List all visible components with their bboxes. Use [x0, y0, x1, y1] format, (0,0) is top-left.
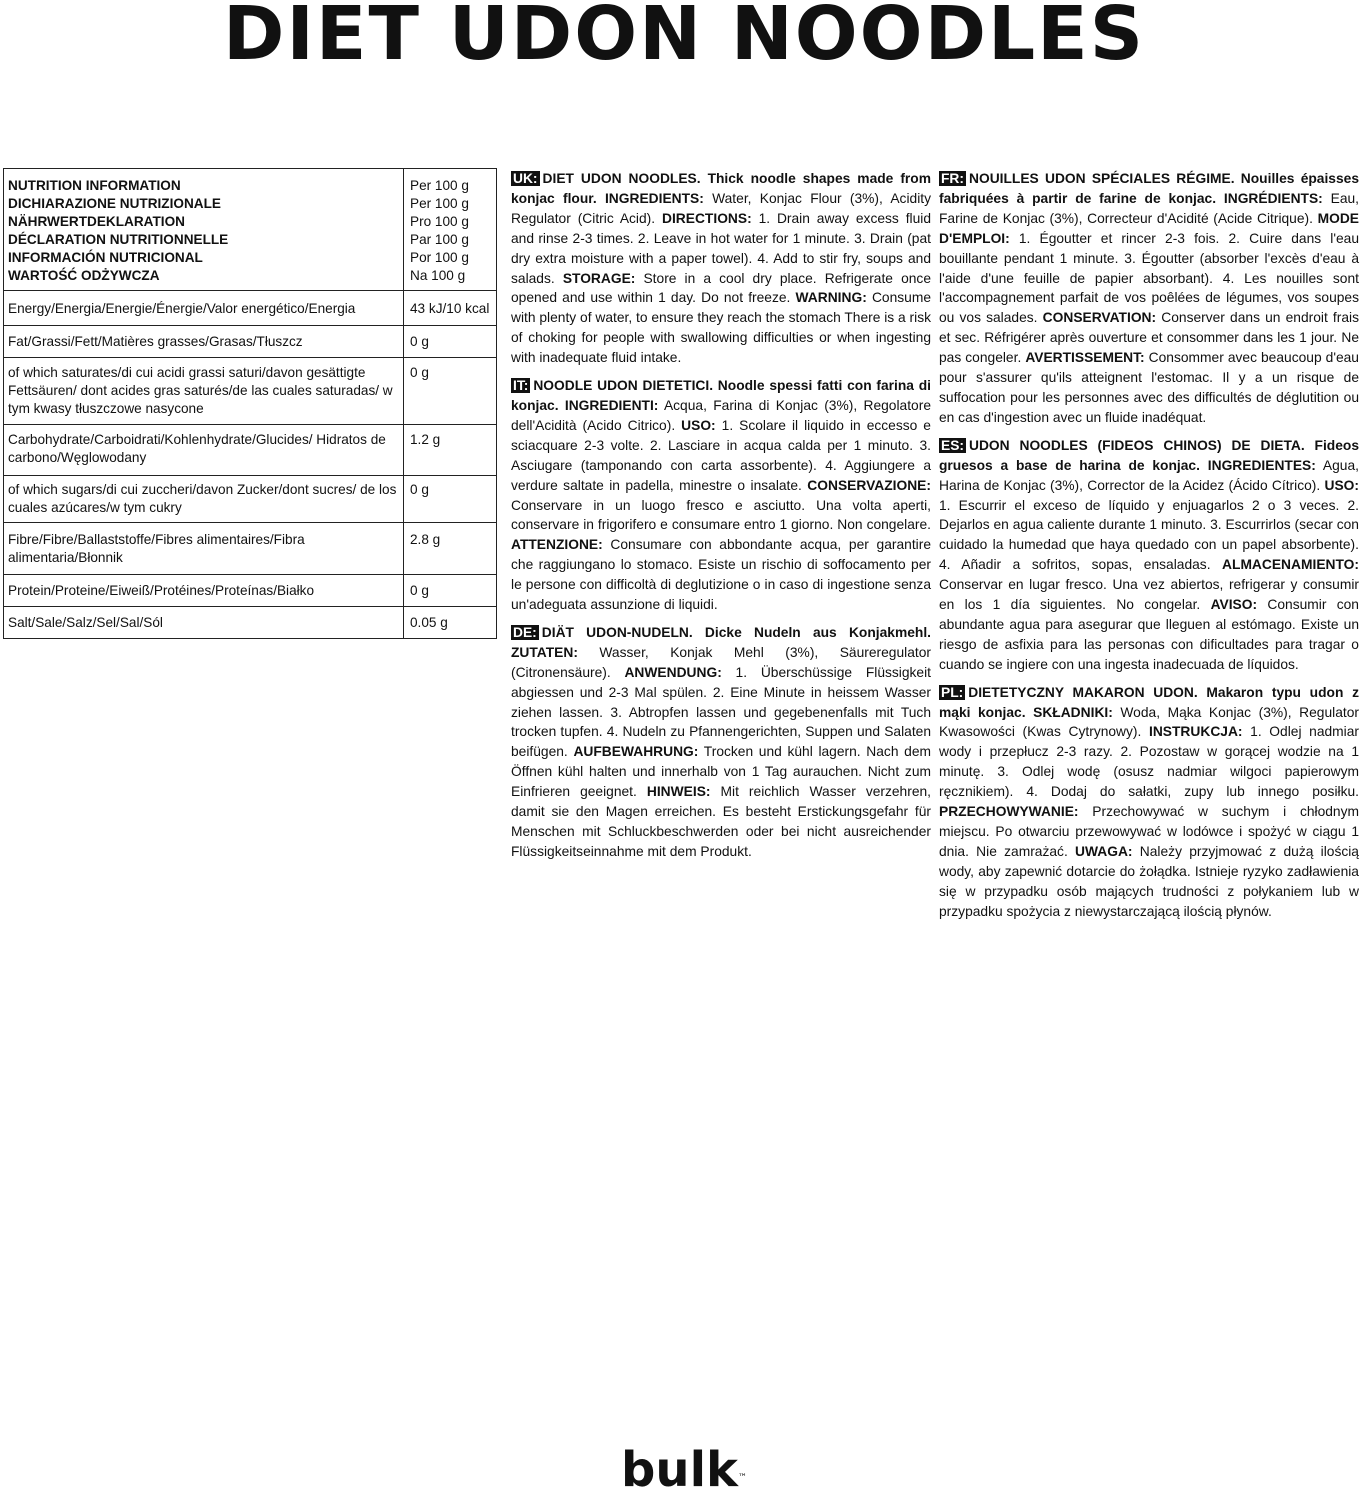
warning-label: WARNING:	[795, 290, 867, 306]
nutrition-header-row	[4, 169, 497, 291]
nutrient-label: of which sugars/di cui zuccheri/davon Zucker/dont sucres/ de los cuales azúcares/w tym cukry	[4, 476, 404, 523]
ingredients-text: Acqua, Farina di Konjac (3%), Regolatore dell'Acidità (Acido Citrico).	[511, 397, 931, 433]
nutrient-value: 0.05 g	[404, 607, 497, 639]
directions-label: DIRECTIONS:	[662, 210, 752, 226]
section-uk	[511, 169, 931, 368]
product-name: NOODLE UDON DIETETICI. Noodle spessi fatti con farina di konjac.	[511, 378, 931, 413]
ingredients-text: Woda, Mąka Konjac (3%), Regulator Kwasowości (Kwas Cytrynowy).	[939, 704, 1359, 740]
nutrition-row-salt	[4, 607, 497, 639]
section-de	[511, 623, 931, 862]
lang-code-badge: ES:	[941, 437, 964, 453]
ingredients-text: Water, Konjac Flour (3%), Acidity Regulator (Citric Acid).	[511, 190, 931, 226]
nutrition-header: DÉCLARATION NUTRITIONNELLE	[8, 232, 229, 247]
storage-label: ALMACENAMIENTO:	[1222, 557, 1359, 573]
ingredients-label: INGRÉDIENTS:	[1223, 190, 1323, 206]
directions-label: MODE D'EMPLOI:	[939, 210, 1359, 246]
storage-text: Conserver dans un endroit frais et sec. Réfrigérer après ouverture et consommer dans les 1 jour. Ne pas congeler.	[939, 310, 1359, 366]
section-es	[939, 436, 1359, 675]
nutrient-value: 0 g	[404, 476, 497, 523]
nutrition-header: DICHIARAZIONE NUTRIZIONALE	[8, 196, 221, 211]
directions-text: 1. Égoutter et rincer 2-3 fois. 2. Cuire dans l'eau bouillante pendant 1 minute. 3. Égoutter (absorber l'excès d'eau à l'aide d'une feuille de papier absorbant). 4. Les nouilles sont l'accompagnement parfait de vos poêlées de légumes, vos soupes ou vos salades.	[939, 230, 1359, 326]
nutrition-header-values	[404, 169, 497, 291]
warning-text: Consumir con abundante agua para asegurar que lleguen al estómago. Existe un riesgo de asfixia para las personas con dificultades para tragar o cuando se ingiere con una ingesta inadecuada de líquidos.	[939, 597, 1359, 672]
nutrition-header: INFORMACIÓN NUTRICIONAL	[8, 250, 203, 265]
per-100g-label: Per 100 g	[410, 178, 469, 193]
nutrient-value: 2.8 g	[404, 523, 497, 575]
per-100g-label: Por 100 g	[410, 250, 469, 265]
nutrient-value: 0 g	[404, 326, 497, 358]
per-100g-label: Pro 100 g	[410, 214, 469, 229]
storage-text: Trocken und kühl lagern. Nach dem Öffnen kühl halten und innerhalb von 1 Tag aurauchen. Nicht zum Einfrieren geeignet.	[511, 744, 931, 800]
storage-label: STORAGE:	[562, 270, 636, 286]
directions-label: USO:	[681, 417, 716, 433]
storage-label: PRZECHOWYWANIE:	[939, 804, 1079, 820]
nutrient-label: Protein/Proteine/Eiweiß/Protéines/Proteínas/Białko	[4, 575, 404, 607]
ingredients-text: Eau, Farine de Konjac (3%), Correcteur d'Acidité (Acide Citrique).	[939, 190, 1359, 226]
warning-text: Consume with plenty of water, to ensure they reach the stomach There is a risk of choking for people with swallowing difficulties or when ingesting with inadequate fluid intake.	[511, 290, 931, 366]
nutrient-value: 0 g	[404, 575, 497, 607]
nutrition-row-fat	[4, 326, 497, 358]
warning-text: Mit reichlich Wasser verzehren, damit sie den Magen erreichen. Es besteht Erstickungsgefahr für Menschen mit Schluckbeschwerden oder bei nicht ausreichender Flüssigkeitseinnahme mit dem Produkt.	[511, 784, 932, 859]
storage-text: Conservar en lugar fresco. Una vez abiertos, refrigerar y consumir en los 1 día siguientes. No congelar.	[939, 577, 1359, 613]
directions-text: 1. Drain away excess fluid and rinse 2-3 times. 2. Leave in hot water for 1 minute. 3. Drain (pat dry extra moisture with a paper towel). 4. Add to stir fry, soups and salads.	[511, 210, 932, 286]
storage-label: AUFBEWAHRUNG:	[573, 744, 699, 760]
storage-label: CONSERVATION:	[1042, 310, 1157, 326]
product-name: DIET UDON NOODLES. Thick noodle shapes made from konjac flour.	[511, 171, 931, 206]
storage-label: CONSERVAZIONE:	[807, 477, 931, 493]
warning-text: Consumare con abbondante acqua, per garantire che raggiungano lo stomaco. Esiste un rischio di soffocamento per le persone con difficoltà di deglutizione o in caso di ingestione senza un'adeguata assunzione di liquidi.	[511, 537, 931, 613]
per-100g-label: Par 100 g	[410, 232, 469, 247]
nutrition-header: NUTRITION INFORMATION	[8, 178, 181, 193]
ingredients-text: Wasser, Konjak Mehl (3%), Säureregulator (Citronensäure).	[511, 644, 931, 680]
nutrient-label: Fat/Grassi/Fett/Matières grasses/Grasas/Tłuszcz	[4, 326, 404, 358]
product-name: UDON NOODLES (FIDEOS CHINOS) DE DIETA. Fideos gruesos a base de harina de konjac.	[939, 437, 1359, 473]
nutrition-row-protein	[4, 575, 497, 607]
warning-label: AVERTISSEMENT:	[1025, 350, 1145, 366]
warning-label: HINWEIS:	[646, 784, 711, 800]
text-column-right	[939, 169, 1359, 930]
ingredients-label: ZUTATEN:	[511, 644, 578, 660]
ingredients-label: INGREDIENTI:	[564, 397, 659, 413]
nutrient-label: Fibre/Fibre/Ballaststoffe/Fibres alimentaires/Fibra alimentaria/Błonnik	[4, 523, 404, 575]
lang-code-badge: IT:	[513, 378, 529, 394]
directions-label: USO:	[1324, 477, 1359, 493]
lang-code-badge: UK:	[513, 171, 538, 186]
warning-label: ATTENZIONE:	[511, 537, 603, 553]
section-pl	[939, 683, 1359, 922]
text-column-middle	[511, 169, 931, 870]
product-name: DIETETYCZNY MAKARON UDON. Makaron typu udon z mąki konjac.	[939, 684, 1359, 720]
brand-logo-text: bulk	[621, 1442, 738, 1498]
nutrition-table	[3, 168, 497, 639]
nutrient-label: Carbohydrate/Carboidrati/Kohlenhydrate/Glucides/ Hidratos de carbono/Węglowodany	[4, 425, 404, 476]
directions-text: 1. Scolare il liquido in eccesso e sciacquare 2-3 volte. 2. Lasciare in acqua calda per 1 minuto. 3. Asciugare (tamponando con carta assorbente). 4. Aggiungere a verdure saltate in padella, minestre o insalate.	[511, 417, 931, 493]
directions-text: 1. Odlej nadmiar wody i przepłucz 2-3 razy. 2. Pozostaw w gorącej wodzie na 1 minutę. 3. Odlej wodę (osusz nadmiar wilgoci papierowym ręcznikiem). 4. Dodaj do sałatki, zupy lub innego posiłku.	[939, 724, 1359, 800]
ingredients-label: INGREDIENTES:	[1207, 457, 1316, 473]
nutrient-label: Salt/Sale/Salz/Sel/Sal/Sól	[4, 607, 404, 639]
storage-text: Store in a cool dry place. Refrigerate once opened and use within 1 day. Do not freeze.	[511, 270, 931, 306]
storage-text: Przechowywać w suchym i chłodnym miejscu. Po otwarciu przewowywać w lodówce i spożyć w ciągu 1 dnia. Nie zamrażać.	[939, 804, 1359, 859]
nutrient-value: 43 kJ/10 kcal	[404, 291, 497, 326]
nutrition-header: NÄHRWERTDEKLARATION	[8, 214, 185, 229]
storage-text: Conservare in un luogo fresco e asciutto. Una volta aperti, conservare in frigorifero e consumare entro 1 giorno. Non congelare.	[511, 497, 931, 533]
section-fr	[939, 169, 1359, 428]
nutrition-row-saturates	[4, 358, 497, 425]
lang-code-badge: PL:	[941, 684, 964, 700]
per-100g-label: Na 100 g	[410, 268, 466, 283]
per-100g-label: Per 100 g	[410, 196, 469, 211]
ingredients-label: SKŁADNIKI:	[1033, 704, 1113, 720]
nutrition-row-fibre	[4, 523, 497, 575]
lang-code-badge: DE:	[513, 624, 537, 640]
trademark-symbol: ™	[737, 1473, 747, 1483]
ingredients-text: Agua, Harina de Konjac (3%), Corrector de la Acidez (Ácido Cítrico).	[939, 457, 1359, 493]
nutrition-header: WARTOŚĆ ODŻYWCZA	[8, 268, 160, 283]
ingredients-label: INGREDIENTS:	[604, 190, 704, 206]
warning-label: AVISO:	[1210, 597, 1258, 613]
directions-label: INSTRUKCJA:	[1149, 724, 1243, 740]
nutrient-label: Energy/Energia/Energie/Énergie/Valor energético/Energia	[4, 291, 404, 326]
nutrition-header-labels	[4, 169, 404, 291]
nutrient-value: 0 g	[404, 358, 497, 425]
warning-label: UWAGA:	[1075, 843, 1133, 859]
product-name: NOUILLES UDON SPÉCIALES RÉGIME. Nouilles épaisses fabriquées à partir de farine de konjac.	[939, 171, 1359, 206]
nutrient-value: 1.2 g	[404, 425, 497, 476]
nutrient-label: of which saturates/di cui acidi grassi saturi/davon gesättigte Fettsäuren/ dont acides gras saturés/de las cuales saturadas/ w tym kwasy tłuszczowe nasycone	[4, 358, 404, 425]
directions-label: ANWENDUNG:	[624, 664, 722, 680]
nutrition-row-carbohydrate	[4, 425, 497, 476]
warning-text: Należy przyjmować z dużą ilością wody, aby zapewnić dotarcie do żołądka. Istnieje ryzyko zadławienia się w przypadku osób mających trudności z połykaniem lub w przypadku spożycia z niewystarczającą ilością płynów.	[939, 843, 1359, 919]
nutrition-row-sugars	[4, 476, 497, 523]
brand-logo	[0, 1440, 1368, 1500]
warning-text: Consommer avec beaucoup d'eau pour s'assurer qu'ils atteignent l'estomac. Il y a un risque de suffocation pour les personnes avec des difficultés de déglutition ou en cas d'ingestion avec un fluide inadéquat.	[939, 350, 1359, 425]
product-title: DIET UDON NOODLES	[222, 0, 1146, 77]
lang-code-badge: FR:	[941, 171, 964, 186]
directions-text: 1. Escurrir el exceso de líquido y enjuagarlos 2 o 3 veces. 2. Dejarlos en agua caliente durante 1 minuto. 3. Escurrirlos (secar con cuidado la humedad que haya quedado con un papel absorbente). 4. Añadir a sofritos, sopas, ensaladas.	[939, 497, 1359, 573]
section-it	[511, 376, 931, 615]
directions-text: 1. Überschüssige Flüssigkeit abgiessen und 2-3 Mal spülen. 2. Eine Minute in heissem Wasser ziehen lassen. 3. Abtropfen lassen und gegebenenfalls mit Tuch trocken tupfen. 4. Nudeln zu Pfannengerichten, Suppen und Salaten beifügen.	[511, 664, 931, 760]
nutrition-row-energy	[4, 291, 497, 326]
product-name: DIÄT UDON-NUDELN. Dicke Nudeln aus Konjakmehl.	[541, 624, 931, 640]
